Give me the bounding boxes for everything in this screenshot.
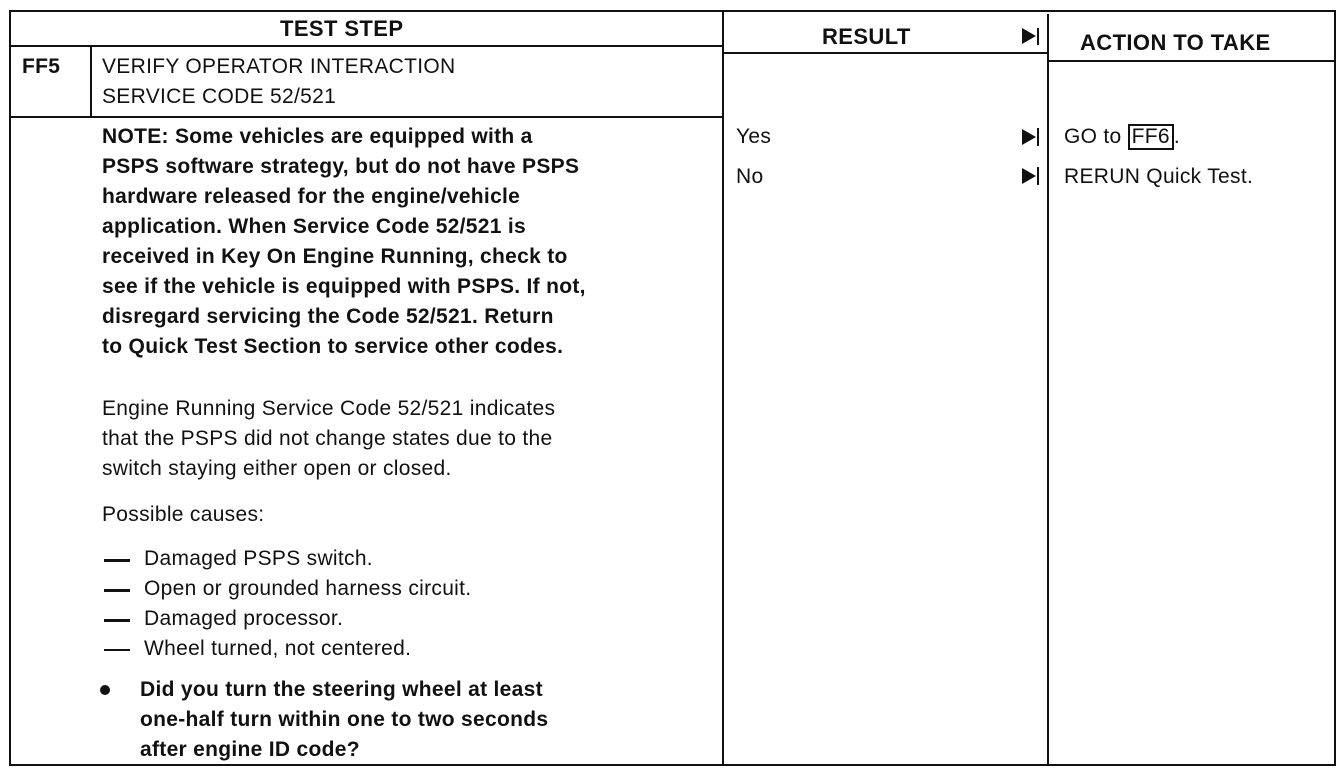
- note-line: received in Key On Engine Running, check to: [102, 245, 568, 268]
- action-yes: [1064, 122, 1180, 152]
- note-line: see if the vehicle is equipped with PSPS. If not,: [102, 275, 586, 298]
- causes-heading: Possible causes:: [102, 503, 265, 526]
- result-divider: [722, 12, 724, 764]
- action-header-underline: [1048, 60, 1336, 62]
- action-yes-suffix: .: [1173, 125, 1181, 148]
- step-title-line-2: SERVICE CODE 52/521: [102, 85, 337, 108]
- dash-icon: [104, 649, 130, 651]
- result-no: No: [736, 165, 764, 188]
- note-line: disregard servicing the Code 52/521. Return: [102, 305, 554, 328]
- action-yes-text: GO to: [1064, 125, 1128, 148]
- result-header-arrow-tick: [1037, 28, 1039, 45]
- question-line: one-half turn within one to two seconds: [140, 708, 549, 731]
- note-line: PSPS software strategy, but do not have PSPS: [102, 155, 580, 178]
- action-no: RERUN Quick Test.: [1064, 165, 1254, 188]
- action-divider: [1047, 14, 1049, 764]
- description-line: that the PSPS did not change states due to the: [102, 427, 553, 450]
- description-line: Engine Running Service Code 52/521 indicates: [102, 397, 556, 420]
- step-reference-ff6: FF6: [1128, 124, 1174, 150]
- result-header: RESULT: [822, 24, 911, 49]
- cause-item: Damaged PSPS switch.: [144, 547, 373, 570]
- result-yes: Yes: [736, 125, 772, 148]
- description-line: switch staying either open or closed.: [102, 457, 452, 480]
- code-divider: [90, 46, 92, 117]
- result-no-arrow-icon: [1022, 168, 1036, 184]
- cause-item: Damaged processor.: [144, 607, 344, 630]
- result-yes-arrow-icon: [1022, 129, 1036, 145]
- cause-item: Wheel turned, not centered.: [144, 637, 412, 660]
- step-title-line-1: VERIFY OPERATOR INTERACTION: [102, 55, 456, 78]
- right-border: [1334, 10, 1336, 766]
- left-border: [9, 10, 11, 766]
- action-header: ACTION TO TAKE: [1080, 30, 1271, 55]
- note-line: application. When Service Code 52/521 is: [102, 215, 526, 238]
- question-line: Did you turn the steering wheel at least: [140, 678, 543, 701]
- cause-item: Open or grounded harness circuit.: [144, 577, 472, 600]
- note-line: hardware released for the engine/vehicle: [102, 185, 521, 208]
- dash-icon: [104, 619, 130, 622]
- top-rule: [10, 10, 1336, 12]
- bullet-icon: [100, 685, 110, 695]
- note-line: to Quick Test Section to service other codes.: [102, 335, 564, 358]
- dash-icon: [104, 589, 130, 592]
- result-yes-arrow-tick: [1037, 128, 1039, 146]
- header-underline: [9, 45, 724, 47]
- step-code: FF5: [22, 55, 61, 78]
- dash-icon: [104, 559, 130, 562]
- question-line: after engine ID code?: [140, 738, 360, 761]
- result-no-arrow-tick: [1037, 167, 1039, 185]
- note-line: NOTE: Some vehicles are equipped with a: [102, 125, 533, 148]
- test-step-header: TEST STEP: [280, 16, 404, 41]
- result-header-arrow-icon: [1022, 28, 1036, 44]
- result-header-underline: [723, 52, 1048, 54]
- step-title-underline: [9, 116, 724, 118]
